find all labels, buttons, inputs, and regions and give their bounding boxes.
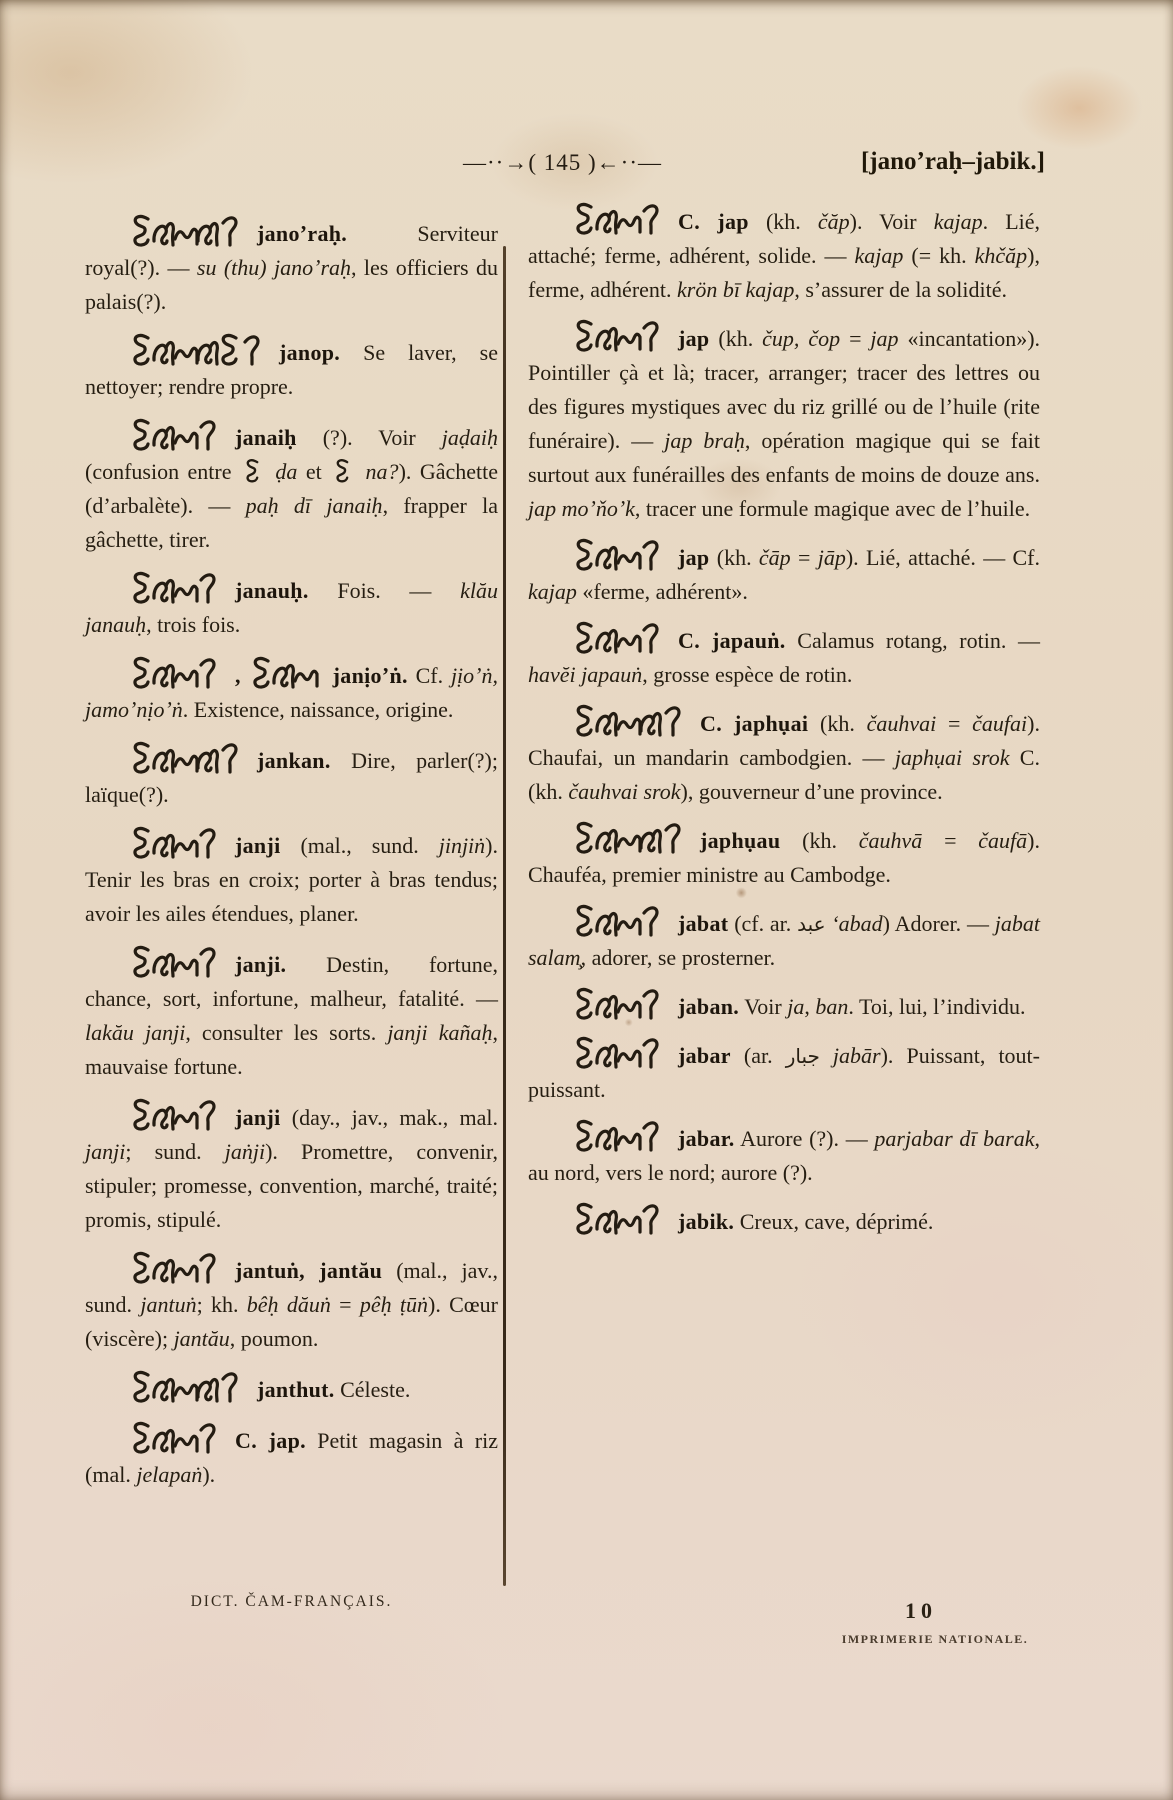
cham-script-icon: [129, 212, 245, 250]
headword: janaiḥ: [235, 425, 297, 450]
headword: janji: [235, 833, 281, 858]
entry-text: ). Gâchette (d’arbalète). —: [85, 459, 498, 518]
entry-text: , les officiers du palais(?).: [85, 255, 499, 314]
dictionary-entry: [85, 943, 498, 1084]
entry-text: =: [790, 545, 818, 570]
entry-text: , au nord, vers le nord; aurore (?).: [528, 1126, 1040, 1185]
headword: janop.: [279, 340, 341, 365]
entry-text: jịoʼṅ, jamoʼnịoʼṅ: [85, 663, 498, 722]
headword: janauḥ.: [235, 578, 309, 603]
dictionary-entry: [528, 902, 1040, 975]
cham-script-icon: [129, 654, 223, 692]
entry-text: kajap: [528, 579, 577, 604]
entry-text: kajap: [854, 243, 904, 268]
dictionary-entry: [85, 416, 498, 557]
entry-text: (kh.: [765, 209, 818, 234]
entry-text: (cf. ar.: [734, 911, 798, 936]
entry-text: =: [936, 711, 973, 736]
entry-text: ḍa: [266, 459, 306, 484]
entry-text: ) Adorer. —: [882, 911, 995, 936]
entry-text: [820, 1043, 833, 1068]
cham-script-icon: [572, 619, 666, 657]
entry-text: čăp: [817, 209, 850, 234]
entry-text: jantuṅ: [140, 1292, 197, 1317]
headword: C. jap: [678, 209, 749, 234]
dictionary-entry: , janịoʼṅ. Cf. jịoʼṅ, jamoʼnịoʼṅ. Existence, naissance, origine.: [85, 654, 498, 727]
headword: jabik.: [678, 1209, 735, 1234]
cham-script-icon: [572, 1117, 666, 1155]
entry-text: Cf.: [415, 663, 451, 688]
cham-script-icon: [129, 331, 267, 369]
cham-script-icon: [572, 819, 688, 857]
dictionary-entry: [85, 569, 498, 642]
cham-script-icon: [129, 569, 223, 607]
cham-script-icon: [129, 943, 223, 981]
cham-script-icon: [572, 1200, 666, 1238]
entry-text: جبار: [785, 1044, 820, 1068]
entry-text: . Existence, naissance, origine.: [182, 697, 454, 722]
entry-text: jaṅji: [224, 1139, 266, 1164]
entry-text: čauhvai: [866, 711, 937, 736]
dictionary-entry: [85, 331, 498, 404]
entry-text: , grosse espèce de rotin.: [642, 662, 853, 687]
entry-text: ), ferme, adhérent.: [528, 243, 1040, 302]
imprint-footer: IMPRIMERIE NATIONALE.: [841, 1632, 1029, 1646]
ornament-right-icon: ←··—: [596, 150, 662, 175]
entry-text: čāp: [758, 545, 791, 570]
entry-text: , mauvaise fortune.: [85, 1020, 498, 1079]
headword: janthut.: [257, 1377, 335, 1402]
entry-text: (?). Voir: [322, 425, 442, 450]
entry-text: (kh.: [820, 711, 867, 736]
headword: janịoʼṅ.: [332, 663, 408, 688]
entry-text: čaufai: [972, 711, 1028, 736]
entry-text: , adorer, se prosterner.: [580, 945, 776, 970]
entry-text: jinjiṅ: [438, 833, 486, 858]
entry-text: =: [922, 828, 979, 853]
entry-text: jap: [870, 326, 899, 351]
cham-script-icon: [572, 1034, 666, 1072]
entry-text: (mal., jav., sund.: [85, 1258, 498, 1317]
headword: jabat: [678, 911, 729, 936]
entry-text: (mal., sund.: [300, 833, 439, 858]
entry-text: (kh.: [718, 326, 763, 351]
entry-text: ). Chauféa, premier ministre au Cambodge.: [528, 828, 1040, 887]
cham-script-icon: [572, 985, 666, 1023]
entry-text: ). Voir: [849, 209, 934, 234]
entry-text: ja: [787, 994, 805, 1019]
entry-text: ). Chaufai, un mandarin cambodgien. —: [528, 711, 1040, 770]
entry-text: عبد: [797, 912, 826, 936]
headword: C. jap.: [235, 1428, 306, 1453]
entry-text: ). Promettre, convenir, stipuler; promesse, convention, marché, traité; promis, stipulé.: [85, 1139, 498, 1232]
entry-text: C. (kh.: [528, 745, 1040, 804]
cham-script-icon: [572, 902, 666, 940]
entry-text: kajap: [933, 209, 983, 234]
cham-script-icon: [129, 824, 223, 862]
entry-text: havĕi japauṅ: [528, 662, 643, 687]
left-column: [85, 212, 498, 1504]
folio-reference: [janoʼraḥ–jabik.]: [860, 148, 1045, 175]
entry-text: Serviteur royal(?). —: [85, 221, 498, 280]
entry-text: Creux, cave, déprimé.: [739, 1209, 934, 1234]
dictionary-entry: [528, 317, 1040, 526]
dictionary-entry: [528, 200, 1040, 307]
entry-text: Destin, fortune, chance, sort, infortune, malheur, fatalité. —: [85, 952, 498, 1011]
entry-text: jantău: [173, 1326, 230, 1351]
entry-text: lakău janji: [85, 1020, 186, 1045]
entry-text: Dire, parler(?); laïque(?).: [85, 748, 498, 807]
cham-script-icon: [129, 1419, 223, 1457]
dictionary-entry: [85, 1249, 498, 1356]
dictionary-entry: [85, 1368, 498, 1407]
entry-text: . Toi, lui, l’individu.: [848, 994, 1026, 1019]
entry-text: na?: [357, 459, 399, 484]
entry-text: janji kañaḥ: [387, 1020, 493, 1045]
headword: C. japhụai: [700, 711, 809, 736]
cham-script-icon: [129, 1249, 223, 1287]
headword: jankan.: [257, 748, 331, 773]
headword: janji: [235, 1105, 281, 1130]
entry-text: (= kh.: [903, 243, 975, 268]
cham-script-icon: [572, 200, 666, 238]
cham-script-icon: [129, 1368, 245, 1406]
cham-script-icon: [129, 1096, 223, 1134]
dictionary-entry: [528, 619, 1040, 692]
entry-text: Voir: [744, 994, 788, 1019]
entry-text: su (thu) janoʼraḥ: [196, 255, 352, 280]
entry-text: , trois fois.: [146, 612, 241, 637]
entry-text: (kh.: [802, 828, 859, 853]
entry-text: ,: [804, 994, 816, 1019]
headword: jap: [678, 545, 710, 570]
ornament-left-icon: —··→: [463, 150, 529, 175]
sheet-number: 10: [905, 1598, 937, 1623]
entry-text: klău janauḥ: [85, 578, 498, 637]
cham-script-icon: [129, 416, 223, 454]
entry-text: Calamus rotang, rotin. —: [797, 628, 1041, 653]
entry-text: jaḍaiḥ: [441, 425, 498, 450]
dictionary-entry: [528, 1117, 1040, 1190]
headword: janji.: [235, 952, 287, 977]
entry-text: paḥ dī janaiḥ: [245, 493, 383, 518]
entry-text: Se laver, se nettoyer; rendre propre.: [85, 340, 499, 399]
entry-text: khčăp: [974, 243, 1028, 268]
entry-text: (ar.: [743, 1043, 786, 1068]
entry-text: ; sund.: [125, 1139, 225, 1164]
entry-text: Petit magasin à riz (mal.: [85, 1428, 499, 1487]
dictionary-entry: [528, 536, 1040, 609]
entry-text: , consulter les sorts.: [185, 1020, 388, 1045]
entry-text: ). Cœur (viscère);: [85, 1292, 498, 1351]
entry-text: «incantation»). Pointiller çà et là; tracer, arranger; tracer des lettres ou des figures mystiques avec du riz grillé ou de l’huile (rite funéraire). —: [528, 326, 1041, 453]
dictionary-entry: [528, 819, 1040, 892]
dictionary-entry: [528, 1200, 1040, 1239]
headword: jabar: [678, 1043, 731, 1068]
entry-text: ), gouverneur d’une province.: [680, 779, 943, 804]
headword: C. japauṅ.: [678, 628, 786, 653]
entry-text: pêḥ ṭūṅ: [359, 1292, 428, 1317]
dictionary-entry: [528, 702, 1040, 809]
entry-text: bêḥ dăuṅ: [246, 1292, 331, 1317]
entry-text: jap moʼňoʼk: [528, 496, 635, 521]
entry-text: ). Tenir les bras en croix; porter à bras tendus; avoir les ailes étendues, planer.: [85, 833, 498, 926]
entry-text: čup, čop: [762, 326, 841, 351]
entry-text: ). Puissant, tout-puissant.: [528, 1043, 1040, 1102]
entry-text: Fois. —: [337, 578, 461, 603]
entry-text: parjabar dī barak: [874, 1126, 1035, 1151]
dictionary-entry: [85, 1419, 498, 1492]
entry-text: . Lié, attaché; ferme, adhérent, solide. —: [528, 209, 1041, 268]
entry-text: , tracer une formule magique avec de l’huile.: [634, 496, 1031, 521]
entry-text: Aurore (?). —: [740, 1126, 875, 1151]
dictionary-entry: [85, 212, 498, 319]
page-number: ( 145 ): [528, 150, 597, 175]
entry-text: čaufā: [978, 828, 1028, 853]
entry-text: Céleste.: [340, 1377, 411, 1402]
entry-text: (kh.: [716, 545, 759, 570]
entry-text: , opération magique qui se fait surtout aux funérailles des enfants de moins de douze ans.: [528, 428, 1040, 487]
entry-text: ban: [815, 994, 849, 1019]
headword: japhụau: [700, 828, 781, 853]
entry-text: janji: [85, 1139, 126, 1164]
dictionary-title-footer: DICT. ČAM-FRANÇAIS.: [190, 1593, 393, 1610]
column-divider-rule: [503, 246, 506, 1586]
right-column: [528, 200, 1040, 1249]
entry-text: , frapper la gâchette, tirer.: [85, 493, 499, 552]
headword: jap: [678, 326, 710, 351]
entry-text: japhụai srok: [894, 745, 1010, 770]
dictionary-entry: [85, 739, 498, 812]
dictionary-entry: [85, 824, 498, 931]
entry-text: jap braḥ: [664, 428, 745, 453]
entry-text: ).: [202, 1462, 216, 1487]
dictionary-entry: [85, 1096, 498, 1237]
entry-text: , s’assurer de la solidité.: [794, 277, 1007, 302]
entry-text: jabār: [832, 1043, 881, 1068]
entry-text: , poumon.: [229, 1326, 319, 1351]
entry-text: (confusion entre: [85, 459, 240, 484]
headword: jaban.: [678, 994, 740, 1019]
cham-script-icon: [129, 739, 245, 777]
entry-text: =: [840, 326, 871, 351]
cham-script-icon: [243, 457, 264, 485]
entry-text: ʻabad: [831, 911, 883, 936]
entry-text: jabat salam̧: [528, 911, 1040, 970]
entry-text: jelapaṅ: [136, 1462, 203, 1487]
entry-text: et: [305, 459, 331, 484]
entry-text: čauhvai srok: [568, 779, 681, 804]
dictionary-entry: [528, 1034, 1040, 1107]
entry-text: čauhvā: [858, 828, 923, 853]
cham-script-icon: [333, 457, 354, 485]
entry-text: jāp: [817, 545, 846, 570]
cham-script-icon: [249, 654, 321, 692]
entry-text: krön bī kajap: [677, 277, 795, 302]
entry-text: =: [330, 1292, 360, 1317]
entry-text: ). Lié, attaché. — Cf.: [845, 545, 1040, 570]
cham-script-icon: [572, 317, 666, 355]
entry-text: ; kh.: [196, 1292, 247, 1317]
headword: janoʼraḥ.: [257, 221, 348, 246]
headword: jantuṅ, jantău: [235, 1258, 383, 1283]
cham-script-icon: [572, 702, 688, 740]
cham-script-icon: [572, 536, 666, 574]
entry-text: «ferme, adhérent».: [576, 579, 748, 604]
dictionary-entry: [528, 985, 1040, 1024]
entry-text: (day., jav., mak., mal.: [291, 1105, 499, 1130]
headword: jabar.: [678, 1126, 735, 1151]
